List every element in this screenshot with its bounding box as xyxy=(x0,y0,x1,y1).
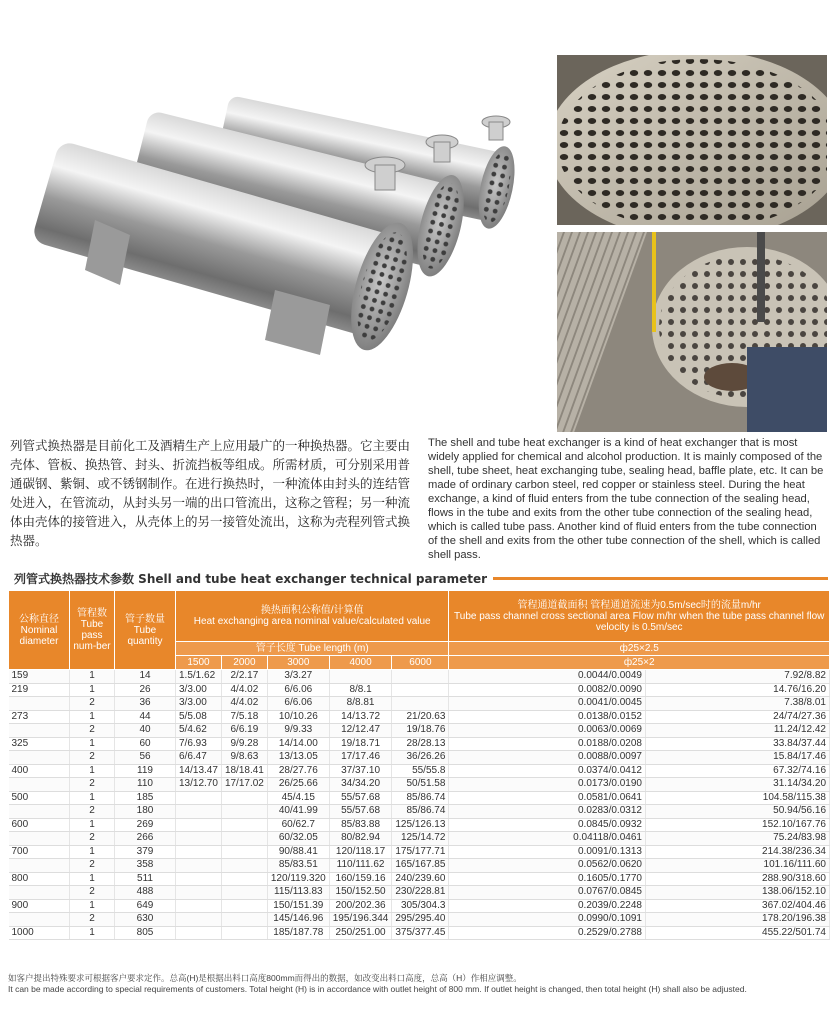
table-cell: 8/8.81 xyxy=(329,697,392,711)
table-cell: 266 xyxy=(115,832,176,846)
table-cell: 273 xyxy=(9,710,70,724)
table-cell: 2 xyxy=(70,832,115,846)
intro-english: The shell and tube heat exchanger is a kind of heat exchanger that is most widely applied for chemical and alcohol production. It is mainly composed of the shell, tube sheet, heat exchanging tube, sealing head, baffle plate, etc. It can be made of ordinary carbon steel, red copper or stainless steel. During the heat exchange, a kind of fluid enters from the tube connection of the sealing head, flows in the tube and exits from the other tube connection of the sealing head, which is called tube pass. Another kind of fluid enters from the tube connection of the shell and exits from the other tube connection of the shell, which is called shell pass. xyxy=(428,437,824,561)
table-cell: 367.02/404.46 xyxy=(645,899,829,913)
table-cell: 125/126.13 xyxy=(392,818,449,832)
header-diameter-cn: 公称直径 xyxy=(19,613,59,625)
header-quantity-en: Tube quantity xyxy=(127,624,163,647)
table-cell xyxy=(176,832,222,846)
table-cell: 1 xyxy=(70,845,115,859)
table-cell: 9/8.63 xyxy=(221,751,267,765)
tube-sheet-photo xyxy=(557,55,827,225)
table-cell: 2 xyxy=(70,913,115,927)
table-cell xyxy=(176,913,222,927)
table-cell xyxy=(221,872,267,886)
table-cell: 0.0088/0.0097 xyxy=(449,751,646,765)
table-cell: 85/83.88 xyxy=(329,818,392,832)
table-cell: 0.0767/0.0845 xyxy=(449,886,646,900)
table-cell: 7/6.93 xyxy=(176,737,222,751)
table-row xyxy=(9,872,830,886)
table-cell: 28/28.13 xyxy=(392,737,449,751)
table-cell: 13/12.70 xyxy=(176,778,222,792)
table-cell: 2 xyxy=(70,886,115,900)
table-cell: 1 xyxy=(70,899,115,913)
table-cell: 150/151.39 xyxy=(267,899,329,913)
table-cell: 21/20.63 xyxy=(392,710,449,724)
footnote-en: It can be made according to special requirements of customers. Total height (H) is in accordance with outlet height of 800 mm. If outlet height is changed, then total height (H) shall also be adjusted. xyxy=(8,984,747,994)
table-cell xyxy=(221,926,267,940)
table-cell: 4/4.02 xyxy=(221,683,267,697)
table-row xyxy=(9,926,830,940)
table-cell: 145/146.96 xyxy=(267,913,329,927)
table-cell: 900 xyxy=(9,899,70,913)
table-cell: 60/32.05 xyxy=(267,832,329,846)
welding-photo xyxy=(557,232,827,432)
table-cell: 175/177.71 xyxy=(392,845,449,859)
table-cell: 1 xyxy=(70,683,115,697)
table-row xyxy=(9,710,830,724)
table-cell: 85/86.74 xyxy=(392,805,449,819)
table-row xyxy=(9,724,830,738)
table-cell xyxy=(176,926,222,940)
header-phi2: ф25×2 xyxy=(449,656,830,670)
table-cell: 325 xyxy=(9,737,70,751)
table-cell: 55/55.8 xyxy=(392,764,449,778)
table-cell: 10/10.26 xyxy=(267,710,329,724)
table-row xyxy=(9,832,830,846)
table-cell: 4/4.02 xyxy=(221,697,267,711)
table-cell xyxy=(176,886,222,900)
table-cell: 9/9.33 xyxy=(267,724,329,738)
table-cell: 195/196.344 xyxy=(329,913,392,927)
table-row xyxy=(9,751,830,765)
table-cell: 5/4.62 xyxy=(176,724,222,738)
table-row xyxy=(9,737,830,751)
table-cell: 1 xyxy=(70,737,115,751)
table-cell: 1.5/1.62 xyxy=(176,670,222,684)
section-title-label: 列管式换热器技术参数 Shell and tube heat exchanger technical parameter xyxy=(8,569,493,589)
table-cell xyxy=(221,832,267,846)
table-row xyxy=(9,899,830,913)
table-cell: 12/12.47 xyxy=(329,724,392,738)
table-cell xyxy=(9,859,70,873)
table-cell: 0.0990/0.1091 xyxy=(449,913,646,927)
table-cell: 0.0091/0.1313 xyxy=(449,845,646,859)
table-cell xyxy=(221,886,267,900)
table-cell: 36/26.26 xyxy=(392,751,449,765)
table-cell: 119 xyxy=(115,764,176,778)
header-flow-cn: 管程通道截面积 管程通道流速为0.5m/sec时的流量m/hr xyxy=(517,599,761,611)
table-cell xyxy=(221,791,267,805)
table-cell: 24/74/27.36 xyxy=(645,710,829,724)
intro-chinese: 列管式换热器是目前化工及酒精生产上应用最广的一种换热器。它主要由壳体、管板、换热管、封头、折流挡板等组成。所需材质，可分别采用普通碳钢、紫铜、或不锈钢制作。在进行换热时，一种流体由封头的连结管处进入，在管流动，从封头另一端的出口管流出，这称之管程；另一种流体由壳体的接管进入，从壳体上的另一接管处流出，这称为壳程列管式换热器。 xyxy=(10,438,411,548)
table-row xyxy=(9,778,830,792)
table-cell: 400 xyxy=(9,764,70,778)
table-cell: 85/83.51 xyxy=(267,859,329,873)
table-cell: 159 xyxy=(9,670,70,684)
table-cell: 800 xyxy=(9,872,70,886)
table-cell: 115/113.83 xyxy=(267,886,329,900)
table-cell: 45/4.15 xyxy=(267,791,329,805)
table-cell: 185 xyxy=(115,791,176,805)
table-cell: 138.06/152.10 xyxy=(645,886,829,900)
table-cell: 150/152.50 xyxy=(329,886,392,900)
table-cell: 0.0283/0.0312 xyxy=(449,805,646,819)
table-cell: 0.0374/0.0412 xyxy=(449,764,646,778)
table-cell: 36 xyxy=(115,697,176,711)
table-cell xyxy=(176,791,222,805)
header-length-2000: 2000 xyxy=(221,656,267,670)
table-cell: 67.32/74.16 xyxy=(645,764,829,778)
table-cell: 2 xyxy=(70,697,115,711)
table-cell xyxy=(9,724,70,738)
table-cell: 125/14.72 xyxy=(392,832,449,846)
table-cell: 700 xyxy=(9,845,70,859)
table-row xyxy=(9,764,830,778)
table-cell: 3/3.00 xyxy=(176,683,222,697)
table-cell: 455.22/501.74 xyxy=(645,926,829,940)
table-cell: 165/167.85 xyxy=(392,859,449,873)
table-cell: 0.0845/0.0932 xyxy=(449,818,646,832)
table-cell: 152.10/167.76 xyxy=(645,818,829,832)
table-cell xyxy=(392,670,449,684)
header-quantity-cn: 管子数量 xyxy=(125,613,165,625)
table-cell: 75.24/83.98 xyxy=(645,832,829,846)
header-quantity xyxy=(115,591,176,670)
table-cell: 18/18.41 xyxy=(221,764,267,778)
table-cell: 250/251.00 xyxy=(329,926,392,940)
table-row xyxy=(9,818,830,832)
table-cell: 14/14.00 xyxy=(267,737,329,751)
table-cell: 1 xyxy=(70,764,115,778)
table-cell xyxy=(176,872,222,886)
table-cell: 7/5.18 xyxy=(221,710,267,724)
header-length-1500: 1500 xyxy=(176,656,222,670)
header-flow-en: Tube pass channel cross sectional area Flow m/hr when the tube pass channel flow velocity is 0.5m/sec xyxy=(454,610,825,633)
table-cell xyxy=(9,697,70,711)
table-cell: 0.1605/0.1770 xyxy=(449,872,646,886)
table-cell: 0.04118/0.0461 xyxy=(449,832,646,846)
table-cell: 14.76/16.20 xyxy=(645,683,829,697)
table-cell: 11.24/12.42 xyxy=(645,724,829,738)
table-cell: 269 xyxy=(115,818,176,832)
table-cell: 101.16/111.60 xyxy=(645,859,829,873)
table-cell: 13/13.05 xyxy=(267,751,329,765)
table-cell: 0.0188/0.0208 xyxy=(449,737,646,751)
header-area-cn: 换热面积公称值/计算值 xyxy=(260,605,364,616)
table-cell: 2 xyxy=(70,751,115,765)
table-cell: 0.2039/0.2248 xyxy=(449,899,646,913)
table-cell: 295/295.40 xyxy=(392,913,449,927)
table-row xyxy=(9,683,830,697)
table-cell: 2 xyxy=(70,805,115,819)
table-cell xyxy=(176,859,222,873)
table-cell xyxy=(9,778,70,792)
table-cell: 1 xyxy=(70,926,115,940)
table-cell: 3/3.00 xyxy=(176,697,222,711)
table-cell: 0.0581/0.0641 xyxy=(449,791,646,805)
table-cell: 17/17.46 xyxy=(329,751,392,765)
header-area xyxy=(176,591,449,642)
table-cell: 1 xyxy=(70,872,115,886)
table-cell: 230/228.81 xyxy=(392,886,449,900)
header-pass xyxy=(70,591,115,670)
table-cell: 55/57.68 xyxy=(329,791,392,805)
table-cell: 358 xyxy=(115,859,176,873)
table-cell: 14 xyxy=(115,670,176,684)
table-cell: 9/9.28 xyxy=(221,737,267,751)
table-cell xyxy=(392,683,449,697)
table-cell: 805 xyxy=(115,926,176,940)
table-cell: 180 xyxy=(115,805,176,819)
table-cell: 1000 xyxy=(9,926,70,940)
table-cell: 219 xyxy=(9,683,70,697)
table-row xyxy=(9,791,830,805)
table-cell xyxy=(176,805,222,819)
header-length-4000: 4000 xyxy=(329,656,392,670)
table-cell: 90/88.41 xyxy=(267,845,329,859)
table-row xyxy=(9,805,830,819)
table-cell: 0.0138/0.0152 xyxy=(449,710,646,724)
table-cell: 214.38/236.34 xyxy=(645,845,829,859)
table-cell: 488 xyxy=(115,886,176,900)
table-cell: 178.20/196.38 xyxy=(645,913,829,927)
header-pass-cn: 管程数 xyxy=(77,608,107,619)
table-cell: 1 xyxy=(70,818,115,832)
table-cell: 375/377.45 xyxy=(392,926,449,940)
header-flow xyxy=(449,591,830,642)
table-cell: 19/18.76 xyxy=(392,724,449,738)
table-cell: 6/6.06 xyxy=(267,683,329,697)
table-cell: 3/3.27 xyxy=(267,670,329,684)
table-cell: 120/118.17 xyxy=(329,845,392,859)
table-cell: 2 xyxy=(70,724,115,738)
table-cell: 56 xyxy=(115,751,176,765)
header-length-6000: 6000 xyxy=(392,656,449,670)
table-cell: 40/41.99 xyxy=(267,805,329,819)
table-cell: 110/111.62 xyxy=(329,859,392,873)
table-row xyxy=(9,859,830,873)
table-cell: 0.0173/0.0190 xyxy=(449,778,646,792)
table-cell: 60 xyxy=(115,737,176,751)
table-cell: 6/6.06 xyxy=(267,697,329,711)
table-cell: 26 xyxy=(115,683,176,697)
header-length-3000: 3000 xyxy=(267,656,329,670)
table-cell: 0.0562/0.0620 xyxy=(449,859,646,873)
table-cell xyxy=(392,697,449,711)
table-cell: 80/82.94 xyxy=(329,832,392,846)
header-pass-en: Tube pass num-ber xyxy=(73,619,111,652)
table-cell: 6/6.47 xyxy=(176,751,222,765)
table-cell: 288.90/318.60 xyxy=(645,872,829,886)
header-area-en: Heat exchanging area nominal value/calculated value xyxy=(193,616,431,627)
table-cell: 1 xyxy=(70,791,115,805)
table-cell: 0.0082/0.0090 xyxy=(449,683,646,697)
footnote-cn: 如客户提出特殊要求可根据客户要求定作。总高(H)是根据出料口高度800mm而得出的数据，如改变出料口高度，总高（H）作相应调整。 xyxy=(8,973,522,983)
table-cell: 19/18.71 xyxy=(329,737,392,751)
table-cell: 0.2529/0.2788 xyxy=(449,926,646,940)
table-cell: 160/159.16 xyxy=(329,872,392,886)
table-cell: 7.38/8.01 xyxy=(645,697,829,711)
table-cell xyxy=(176,899,222,913)
table-cell: 7.92/8.82 xyxy=(645,670,829,684)
table-cell: 34/34.20 xyxy=(329,778,392,792)
table-cell xyxy=(9,751,70,765)
table-cell xyxy=(176,818,222,832)
table-cell: 26/25.66 xyxy=(267,778,329,792)
table-cell: 0.0044/0.0049 xyxy=(449,670,646,684)
table-cell: 104.58/115.38 xyxy=(645,791,829,805)
table-row xyxy=(9,670,830,684)
table-cell: 14/13.72 xyxy=(329,710,392,724)
table-cell: 2/2.17 xyxy=(221,670,267,684)
table-cell: 0.0063/0.0069 xyxy=(449,724,646,738)
table-cell: 649 xyxy=(115,899,176,913)
heat-exchanger-photo xyxy=(0,0,545,430)
table-cell: 379 xyxy=(115,845,176,859)
table-cell: 40 xyxy=(115,724,176,738)
table-cell: 33.84/37.44 xyxy=(645,737,829,751)
table-cell xyxy=(9,805,70,819)
table-cell: 60/62.7 xyxy=(267,818,329,832)
table-cell: 1 xyxy=(70,670,115,684)
table-cell: 17/17.02 xyxy=(221,778,267,792)
table-cell: 28/27.76 xyxy=(267,764,329,778)
table-row xyxy=(9,913,830,927)
parameter-table xyxy=(8,590,830,940)
table-cell: 50/51.58 xyxy=(392,778,449,792)
table-cell: 305/304.3 xyxy=(392,899,449,913)
table-cell: 1 xyxy=(70,710,115,724)
table-row xyxy=(9,845,830,859)
table-cell: 5/5.08 xyxy=(176,710,222,724)
table-cell xyxy=(176,845,222,859)
table-cell xyxy=(221,805,267,819)
table-cell: 85/86.74 xyxy=(392,791,449,805)
table-cell: 14/13.47 xyxy=(176,764,222,778)
header-diameter-en: Nominal diameter xyxy=(19,624,59,647)
table-cell: 120/119.320 xyxy=(267,872,329,886)
table-cell xyxy=(221,899,267,913)
table-row xyxy=(9,886,830,900)
table-cell: 0.0041/0.0045 xyxy=(449,697,646,711)
table-cell: 31.14/34.20 xyxy=(645,778,829,792)
header-phi1: ф25×2.5 xyxy=(449,642,830,656)
table-cell xyxy=(9,886,70,900)
table-cell xyxy=(329,670,392,684)
table-cell xyxy=(221,859,267,873)
table-cell: 110 xyxy=(115,778,176,792)
table-cell: 2 xyxy=(70,859,115,873)
footnote xyxy=(8,973,828,995)
header-diameter xyxy=(9,591,70,670)
table-cell: 600 xyxy=(9,818,70,832)
section-title xyxy=(8,569,828,589)
table-cell xyxy=(221,818,267,832)
table-cell: 630 xyxy=(115,913,176,927)
table-cell: 511 xyxy=(115,872,176,886)
table-cell: 37/37.10 xyxy=(329,764,392,778)
table-cell: 15.84/17.46 xyxy=(645,751,829,765)
table-cell: 55/57.68 xyxy=(329,805,392,819)
table-cell: 8/8.1 xyxy=(329,683,392,697)
table-cell xyxy=(221,845,267,859)
table-row xyxy=(9,697,830,711)
table-cell: 6/6.19 xyxy=(221,724,267,738)
table-cell: 500 xyxy=(9,791,70,805)
table-cell xyxy=(9,832,70,846)
table-cell: 44 xyxy=(115,710,176,724)
header-length: 管子长度 Tube length (m) xyxy=(176,642,449,656)
table-cell xyxy=(221,913,267,927)
table-cell: 200/202.36 xyxy=(329,899,392,913)
table-cell: 50.94/56.16 xyxy=(645,805,829,819)
table-cell xyxy=(9,913,70,927)
table-cell: 2 xyxy=(70,778,115,792)
table-cell: 185/187.78 xyxy=(267,926,329,940)
table-cell: 240/239.60 xyxy=(392,872,449,886)
